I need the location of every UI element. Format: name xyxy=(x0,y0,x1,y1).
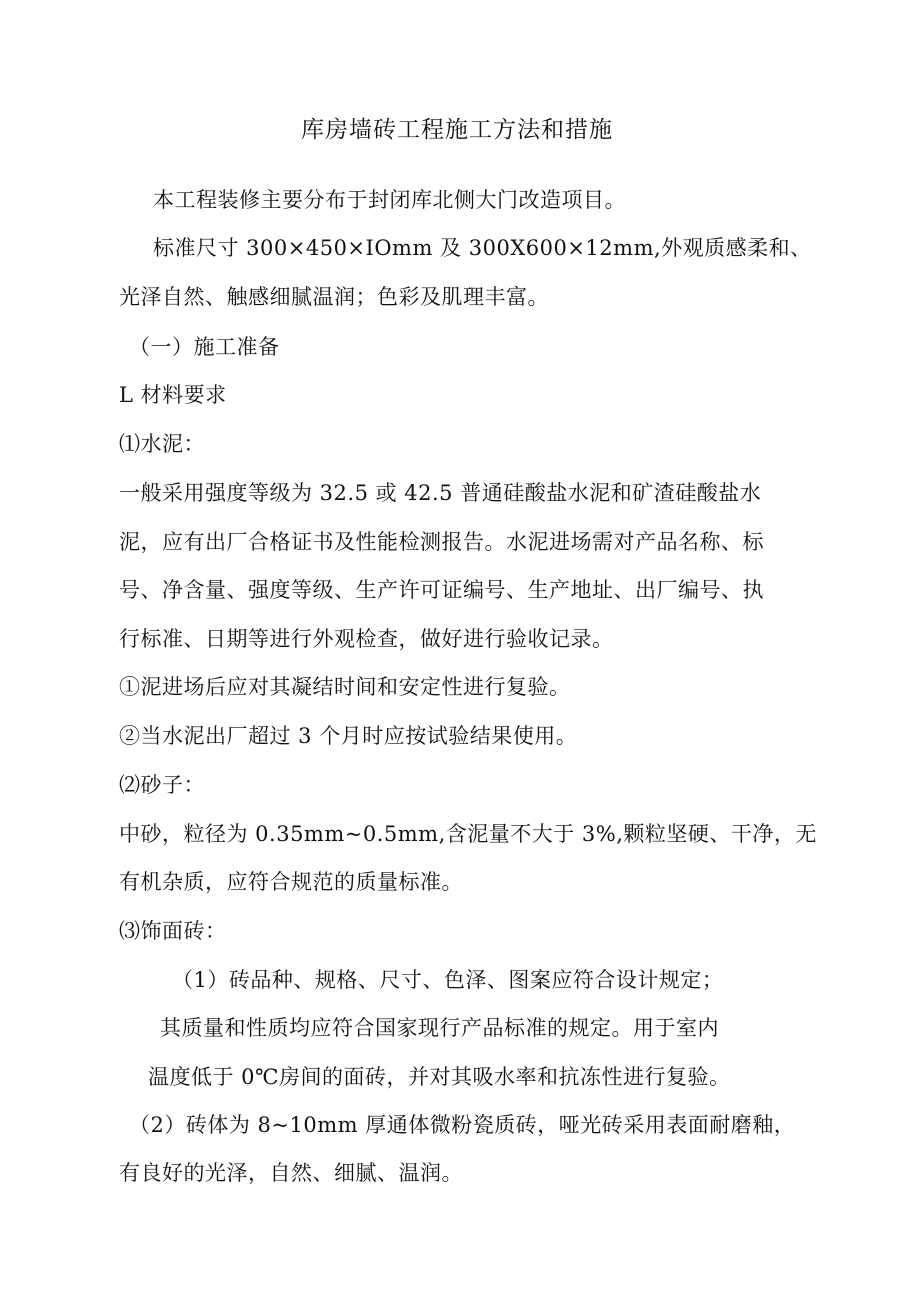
paragraph-line: 一般采用强度等级为 32.5 或 42.5 普通硅酸盐水泥和矿渣硅酸盐水 xyxy=(119,481,762,505)
item-heading: ⑴水泥： xyxy=(119,432,205,456)
item-heading: ⑶饰面砖： xyxy=(119,919,227,943)
item-heading: ⑵砂子： xyxy=(119,773,205,797)
paragraph-line: 其质量和性质均应符合国家现行产品标准的规定。用于室内 xyxy=(160,1016,719,1040)
paragraph-line: 中砂，粒径为 0.35mm~0.5mm,含泥量不大于 3%,颗粒坚硬、干净，无 xyxy=(119,822,817,846)
subsection-heading: L 材料要求 xyxy=(119,383,227,407)
paragraph-line: 有机杂质，应符合规范的质量标准。 xyxy=(119,870,463,894)
paragraph-line: （2）砖体为 8~10mm 厚通体微粉瓷质砖，哑光砖采用表面耐磨釉， xyxy=(129,1113,796,1137)
paragraph-line: 温度低于 0℃房间的面砖，并对其吸水率和抗冻性进行复验。 xyxy=(148,1065,731,1089)
paragraph-line: 标准尺寸 300×450×IOmm 及 300X600×12mm,外观质感柔和、 xyxy=(153,236,812,260)
paragraph-line: 有良好的光泽，自然、细腻、温润。 xyxy=(119,1161,463,1185)
paragraph-line: ①泥进场后应对其凝结时间和安定性进行复验。 xyxy=(119,675,571,699)
paragraph-line: 泥，应有出厂合格证书及性能检测报告。水泥进场需对产品名称、标 xyxy=(119,530,764,554)
paragraph-line: ②当水泥出厂超过 3 个月时应按试验结果使用。 xyxy=(119,724,578,748)
section-heading: （一）施工准备 xyxy=(129,335,280,359)
paragraph-line: 号、净含量、强度等级、生产许可证编号、生产地址、出厂编号、执 xyxy=(119,578,764,602)
paragraph-line: 行标准、日期等进行外观检查，做好进行验收记录。 xyxy=(119,627,614,651)
paragraph-line: 本工程装修主要分布于封闭库北侧大门改造项目。 xyxy=(153,188,626,212)
document-title: 库房墙砖工程施工方法和措施 xyxy=(301,117,613,143)
paragraph-line: 光泽自然、触感细腻温润；色彩及肌理丰富。 xyxy=(119,285,549,309)
paragraph-line: （1）砖品种、规格、尺寸、色泽、图案应符合设计规定； xyxy=(172,968,724,992)
